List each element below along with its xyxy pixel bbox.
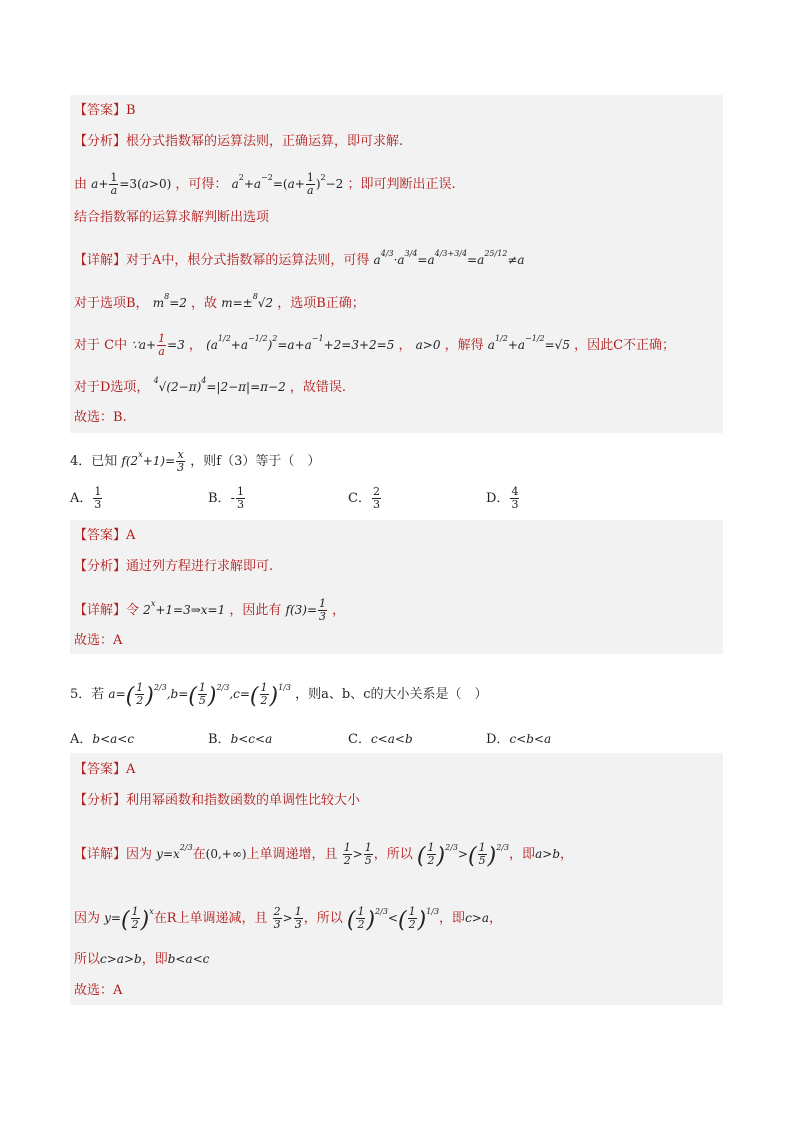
q4-choice-a[interactable]: A． $\frac{1}{3}$	[70, 485, 102, 511]
q5-choice-a[interactable]: A．b<a<c	[70, 732, 135, 747]
q4-detail: 【详解】令 $2^x+1=3\Rightarrow x=1$ ，因此有 f(3)= $\frac{1}{3}$ ，	[74, 597, 346, 623]
formula-square: $a^2+a^{-2}=(a+$ $\frac{1}{a}$ )$^2$−2	[231, 171, 344, 197]
q4-choice-c[interactable]: C． $\frac{2}{3}$	[348, 485, 380, 511]
formula-given: a+ $\frac{1}{a}$ =3(a>0)	[91, 171, 172, 197]
q4-solution-block	[70, 520, 723, 654]
q4-conclusion: 故选：A	[74, 633, 123, 648]
q3-analysis: 【分析】根分式指数幂的运算法则，正确运算，即可求解.	[74, 134, 404, 149]
q5-detail-2: 因为 y=( $\frac{1}{2}$ )$^x$在R上单调递减，且 $\frac{2}{3}$ > $\frac{1}{3}$ ，所以 ( $\frac{1}{2}$ )$^{2/3}$<( $\frac{1}{2}$ )$^{1/3}$，即c>a，	[74, 905, 503, 933]
q5-detail-1: 【详解】因为 $y=x^{2/3}$在(0,+∞)上单调递增，且 $\frac{1}{2}$ > $\frac{1}{5}$ ，所以 ( $\frac{1}{2}$ )$^{2/3}$>( $\frac{1}{5}$ )$^{2/3}$，即a>b，	[74, 841, 574, 869]
q5-choice-b[interactable]: B．b<c<a	[208, 732, 273, 747]
q5-choice-d[interactable]: D．c<b<a	[486, 732, 552, 747]
q3-analysis-line3: 结合指数幂的运算求解判断出选项	[74, 210, 270, 225]
formula-exp-product: $a^{4/3}\cdot a^{3/4}=a^{4/3+3/4}=a^{25/12}\ne a$	[373, 249, 525, 267]
q5-detail-3: 所以c>a>b，即b<a<c	[74, 952, 210, 967]
q3-detail-b: 对于选项B， $m^8=2$ ，故 m=±$^8$√2 ，选项B正确；	[74, 292, 365, 311]
q3-detail-d: 对于D选项， $^4√(2-\pi)^4=|2-\pi|=\pi-2$ ，故错误.	[74, 376, 346, 395]
q4-choice-d[interactable]: D． $\frac{4}{3}$	[486, 485, 519, 511]
q5-analysis: 【分析】利用幂函数和指数函数的单调性比较大小	[74, 793, 361, 808]
q3-answer: 【答案】B	[74, 103, 136, 118]
q3-detail-c: 对于 C中 ∵a+ $\frac{1}{a}$ =3 ， $(a^{1/2}+a^{-1/2})^2=a+a^{-1}+2=3+2=5$ ， a>0 ，解得 $a^{1/2}+a^{-1/2}=√5$ ，因此C不正确；	[74, 332, 676, 358]
q4-analysis: 【分析】通过列方程进行求解即可.	[74, 559, 274, 574]
q4-choice-b[interactable]: B．- $\frac{1}{3}$	[208, 485, 244, 511]
q4-stem: 4．已知 $f(2^x+1)=$ $\frac{x}{3}$ ，则f（3）等于（ ）	[70, 448, 321, 474]
q5-stem: 5．若 a=( $\frac{1}{2}$ )$^{2/3}$,b=( $\frac{1}{5}$ )$^{2/3}$,c=( $\frac{1}{2}$ )$^{1/3}$ ，则a、b、c的大小关系是（ ）	[70, 681, 488, 709]
q5-choice-c[interactable]: C．c<a<b	[348, 732, 413, 747]
q3-analysis-line2: 由 a+ $\frac{1}{a}$ =3(a>0) ，可得： $a^2+a^{-2}=(a+$ $\frac{1}{a}$ )$^2$−2 ；即可判断出正误.	[74, 171, 456, 197]
q3-detail-a: 【详解】对于A中，根分式指数幂的运算法则，可得 $a^{4/3}\cdot a^{3/4}=a^{4/3+3/4}=a^{25/12}\ne a$	[74, 249, 525, 268]
q5-answer: 【答案】A	[74, 762, 136, 777]
q5-conclusion: 故选：A	[74, 983, 123, 998]
q3-conclusion: 故选：B.	[74, 410, 127, 425]
q4-answer: 【答案】A	[74, 528, 136, 543]
